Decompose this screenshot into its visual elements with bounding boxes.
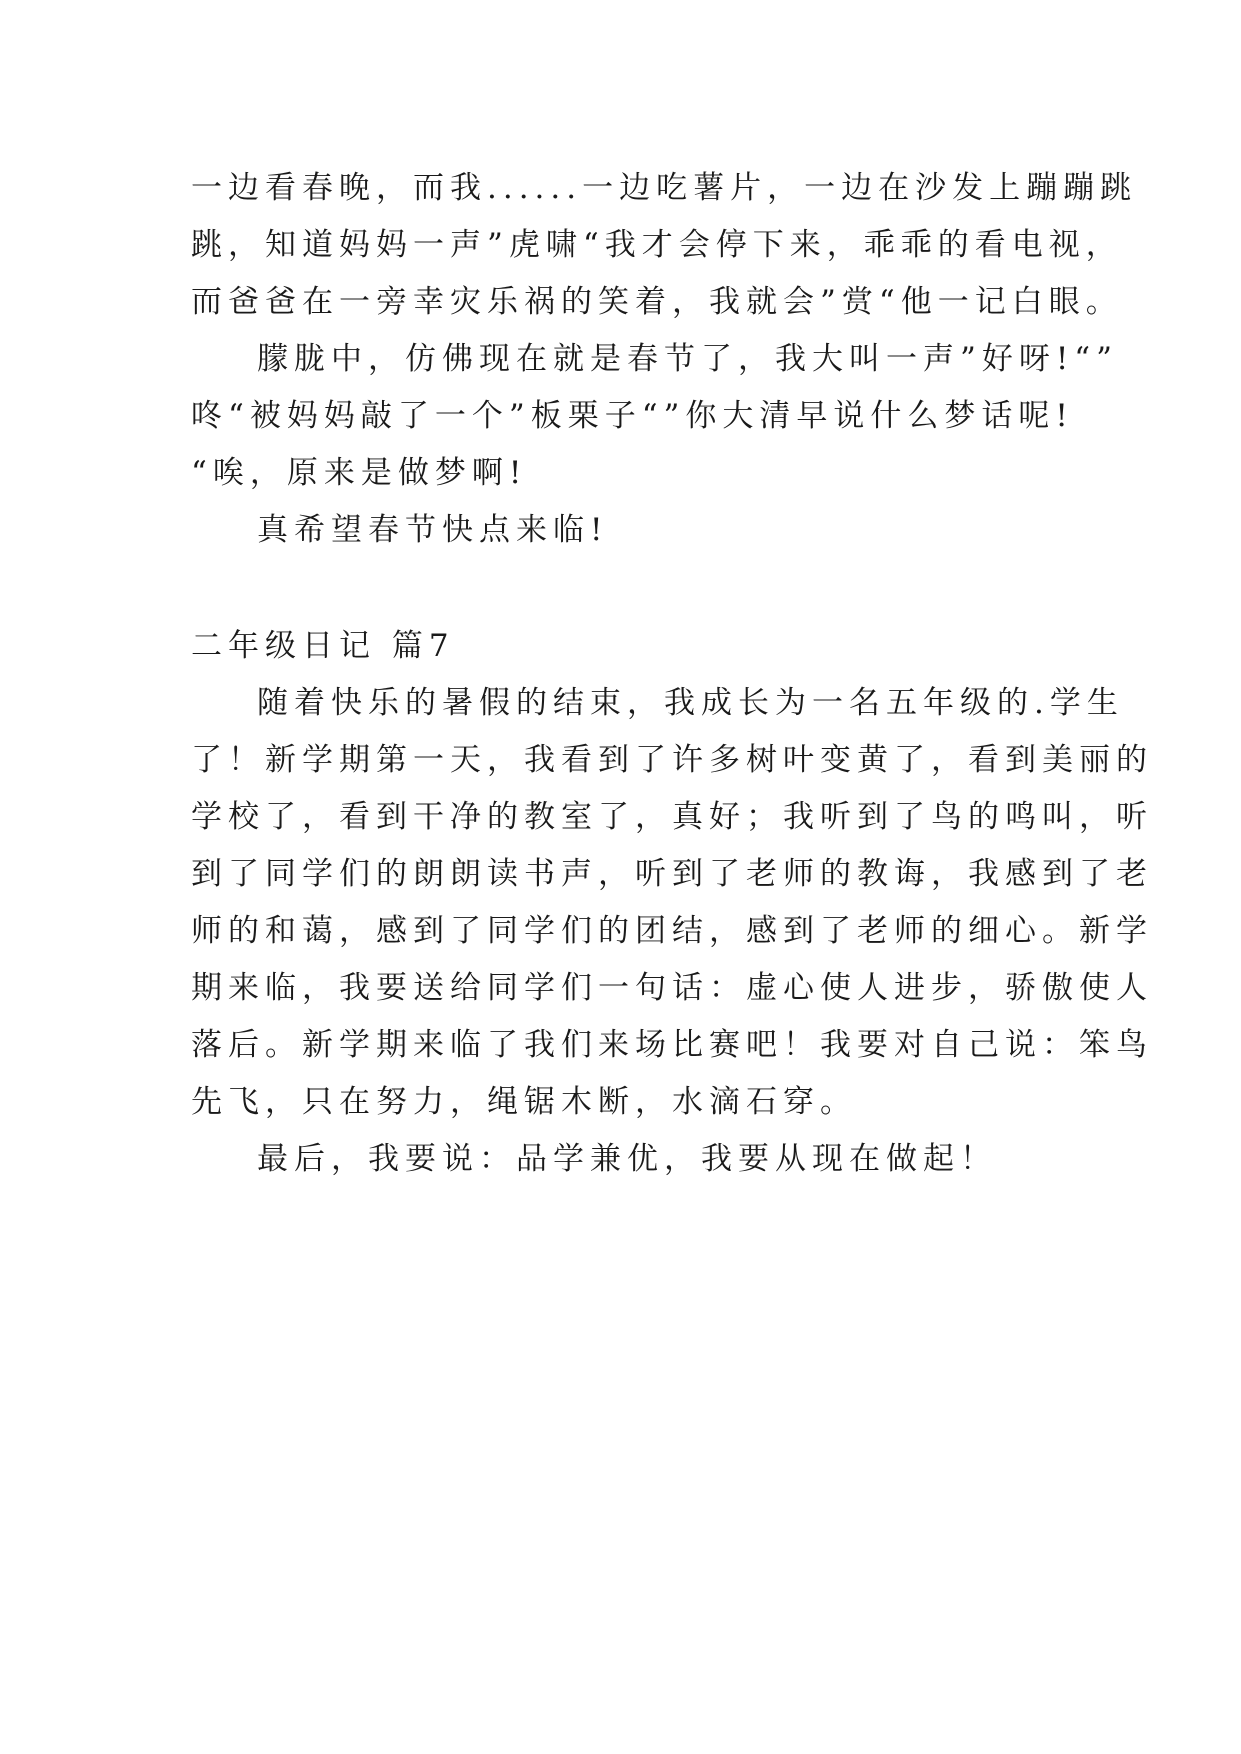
- text-line: 跳，知道妈妈一声”虎啸“我才会停下来，乖乖的看电视，: [191, 227, 1123, 263]
- paragraph: [191, 502, 1051, 559]
- text-line: 落后。新学期来临了我们来场比赛吧！我要对自己说：笨鸟: [191, 1027, 1153, 1063]
- document-body: [191, 160, 1153, 1188]
- text-line: 期来临，我要送给同学们一句话：虚心使人进步，骄傲使人: [191, 970, 1153, 1006]
- text-line: “唉，原来是做梦啊!: [191, 455, 528, 491]
- text-line: 真希望春节快点来临!: [257, 512, 609, 548]
- paragraph: [191, 1131, 1051, 1188]
- text-line: 学校了，看到干净的教室了，真好；我听到了鸟的鸣叫，听: [191, 799, 1153, 835]
- text-line: 一边看春晚，而我......一边吃薯片，一边在沙发上蹦蹦跳: [191, 170, 1138, 206]
- text-line: 随着快乐的暑假的结束，我成长为一名五年级的.学生: [257, 685, 1124, 721]
- text-line: 而爸爸在一旁幸灾乐祸的笑着，我就会”赏“他一记白眼。: [191, 284, 1123, 320]
- section-heading: 二年级日记 篇7: [191, 628, 455, 664]
- paragraph: [191, 675, 1153, 1131]
- text-line: 师的和蔼，感到了同学们的团结，感到了老师的细心。新学: [191, 913, 1153, 949]
- text-line: 到了同学们的朗朗读书声，听到了老师的教诲，我感到了老: [191, 856, 1153, 892]
- paragraph: [191, 160, 1138, 331]
- text-line: 最后，我要说：品学兼优，我要从现在做起！: [257, 1141, 997, 1177]
- text-line: 咚“被妈妈敲了一个”板栗子“”你大清早说什么梦话呢!: [191, 398, 1074, 434]
- text-line: 先飞，只在努力，绳锯木断，水滴石穿。: [191, 1084, 857, 1120]
- text-line: 了！新学期第一天，我看到了许多树叶变黄了，看到美丽的: [191, 742, 1153, 778]
- text-line: 朦胧中，仿佛现在就是春节了，我大叫一声”好呀!“”: [257, 341, 1118, 377]
- paragraph: [191, 331, 1118, 502]
